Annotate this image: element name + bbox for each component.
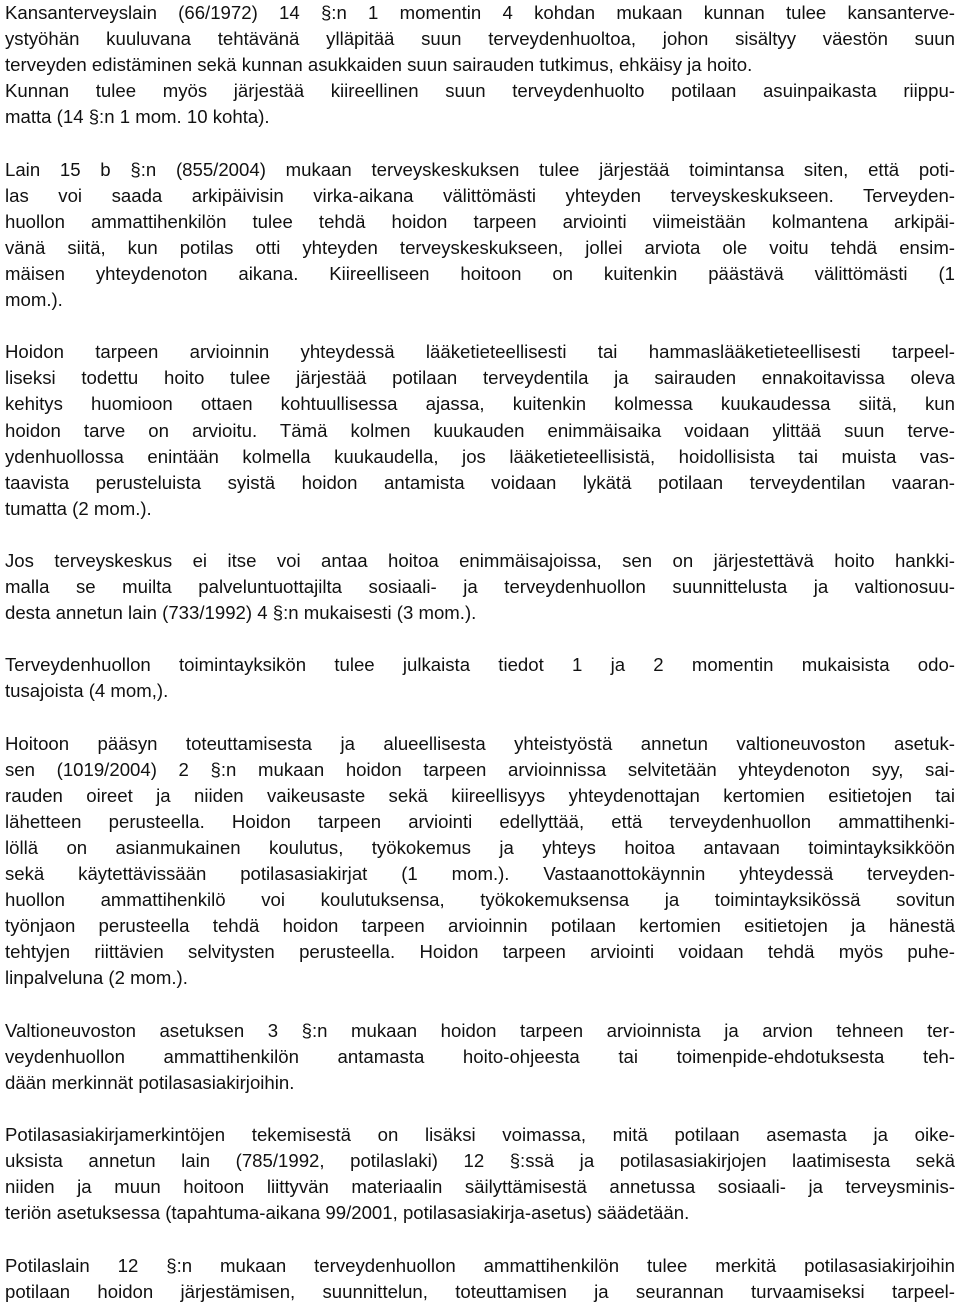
text-line: liseksi todettu hoito tulee järjestää potilaan terveydentila ja sairauden ennakoitavissa oleva xyxy=(5,367,955,389)
text-line: huollon ammattihenkilö voi koulutuksensa, työkokemuksensa ja toimintayksikössä sovitun xyxy=(5,889,955,911)
text-line: las voi saada arkipäivisin virka-aikana välittömästi yhteyden terveyskeskukseen. Terveyden- xyxy=(5,184,955,206)
text-line: Hoitoon pääsyn toteuttamisesta ja alueellisesta yhteistyöstä annetun valtioneuvoston asetuk- xyxy=(5,732,955,754)
text-line: mom.). xyxy=(5,289,63,311)
text-line: Potilasasiakirjamerkintöjen tekemisestä on lisäksi voimassa, mitä potilaan asemasta ja oike- xyxy=(5,1124,955,1146)
paragraph-spacer xyxy=(5,626,955,652)
text-line: niiden ja muun hoitoon liittyvän materiaalin säilyttämisestä annetussa sosiaali- ja terveysminis- xyxy=(5,1176,955,1198)
text-line: sen (1019/2004) 2 §:n mukaan hoidon tarpeen arvioinnissa selvitetään yhteydenoton syy, sai- xyxy=(5,758,955,780)
body-paragraph xyxy=(5,731,955,992)
text-line: tehtyjen riittävien selvitysten perusteella. Hoidon tarpeen arviointi voidaan tehdä myös puhe- xyxy=(5,941,955,963)
text-line: Kunnan tulee myös järjestää kiireellinen suun terveydenhuolto potilaan asuinpaikasta riippu- xyxy=(5,80,955,102)
body-paragraph xyxy=(5,548,955,626)
text-line: Hoidon tarpeen arvioinnin yhteydessä lääketieteellisesti tai hammaslääketieteellisesti tarpeel- xyxy=(5,341,955,363)
text-line: mäisen yhteydenoton aikana. Kiireelliseen hoitoon on kuitenkin päästävä välittömästi (1 xyxy=(5,262,955,284)
text-line: veydenhuollon ammattihenkilön antamasta hoito-ohjeesta tai toimenpide-ehdotuksesta teh- xyxy=(5,1045,955,1067)
paragraph-spacer xyxy=(5,705,955,731)
body-paragraph xyxy=(5,1018,955,1096)
text-line: linpalveluna (2 mom.). xyxy=(5,967,188,989)
text-line: rauden oireet ja niiden vaikeusaste sekä kiireellisyys yhteydenottajan kertomien esitietojen tai xyxy=(5,784,955,806)
paragraph-spacer xyxy=(5,1226,955,1252)
text-line: malla se muilta palveluntuottajilta sosiaali- ja terveydenhuollon suunnittelusta ja valtionosuu- xyxy=(5,576,955,598)
text-line: Kansanterveyslain (66/1972) 14 §:n 1 momentin 4 kohdan mukaan kunnan tulee kansanterve- xyxy=(5,2,955,23)
text-line: Lain 15 b §:n (855/2004) mukaan terveyskeskuksen tulee järjestää toimintansa siten, että poti- xyxy=(5,158,955,180)
text-line: Valtioneuvoston asetuksen 3 §:n mukaan hoidon tarpeen arvioinnista ja arvion tehneen ter- xyxy=(5,1019,955,1041)
text-line: hoidon tarve on arvioitu. Tämä kolmen kuukauden enimmäisaika voidaan ylittää suun terve- xyxy=(5,419,955,441)
document-page xyxy=(5,0,955,1305)
text-line: tumatta (2 mom.). xyxy=(5,497,152,519)
paragraph-spacer xyxy=(5,130,955,156)
text-line: taavista perusteluista syistä hoidon antamista voidaan lykätä potilaan terveydentilan vaaran- xyxy=(5,471,955,493)
text-line: vänä siitä, kun potilas otti yhteyden terveyskeskukseen, jollei arviota ole voitu tehdä ensim- xyxy=(5,236,955,258)
text-line: ystyöhän kuuluvana tehtävänä ylläpitää suun terveydenhuoltoa, johon sisältyy väestön suun xyxy=(5,28,955,50)
text-line: Jos terveyskeskus ei itse voi antaa hoitoa enimmäisajoissa, sen on järjestettävä hoito hankki- xyxy=(5,549,955,571)
text-line: lähetteen perusteella. Hoidon tarpeen arviointi edellyttää, että terveydenhuollon ammattihenki- xyxy=(5,810,955,832)
text-line: terveyden edistäminen sekä kunnan asukkaiden suun sairauden tutkimus, ehkäisy ja hoito. xyxy=(5,54,753,76)
text-line: teriön asetuksessa (tapahtuma-aikana 99/2001, potilasasiakirja-asetus) säädetään. xyxy=(5,1202,690,1224)
text-line: Terveydenhuollon toimintayksikön tulee julkaista tiedot 1 ja 2 momentin mukaisista odo- xyxy=(5,654,955,676)
body-paragraph xyxy=(5,652,955,704)
text-line: kehitys huomioon ottaen kohtuullisessa ajassa, kuitenkin kolmessa kuukaudessa siitä, kun xyxy=(5,393,955,415)
text-line: huollon ammattihenkilön tulee tehdä hoidon tarpeen arviointi viimeistään kolmantena arkipäi- xyxy=(5,210,955,232)
paragraph-spacer xyxy=(5,313,955,339)
text-line: Potilaslain 12 §:n mukaan terveydenhuollon ammattihenkilön tulee merkitä potilasasiakirjoihin xyxy=(5,1254,955,1276)
paragraph-spacer xyxy=(5,992,955,1018)
text-line: sekä käytettävissään potilasasiakirjat (1 mom.). Vastaanottokäynnin yhteydessä terveyden- xyxy=(5,863,955,885)
text-line: tusajoista (4 mom,). xyxy=(5,680,169,702)
paragraph-spacer xyxy=(5,1096,955,1122)
text-line: desta annetun lain (733/1992) 4 §:n mukaisesti (3 mom.). xyxy=(5,602,477,624)
paragraph-spacer xyxy=(5,522,955,548)
text-line: ydenhuollossa enintään kolmella kuukaudella, jos lääketieteellisistä, hoidollisista tai muista vas- xyxy=(5,445,955,467)
text-line: uksista annetun lain (785/1992, potilaslaki) 12 §:ssä ja potilasasiakirjojen laatimisesta sekä xyxy=(5,1150,955,1172)
body-paragraph xyxy=(5,1122,955,1226)
text-line: potilaan hoidon järjestämisen, suunnittelun, toteuttamisen ja seurannan turvaamiseksi tarpeel- xyxy=(5,1280,955,1302)
body-paragraph xyxy=(5,339,955,522)
text-line: löllä on asianmukainen koulutus, työkokemus ja yhteys hoitoa antavaan toimintayksikköön xyxy=(5,837,955,858)
text-line: matta (14 §:n 1 mom. 10 kohta). xyxy=(5,106,270,128)
body-paragraph xyxy=(5,157,955,314)
body-paragraph xyxy=(5,0,955,130)
body-paragraph xyxy=(5,1253,955,1305)
text-line: dään merkinnät potilasasiakirjoihin. xyxy=(5,1071,295,1093)
text-line: työnjaon perusteella tehdä hoidon tarpeen arvioinnin potilaan kertomien esitietojen ja hänestä xyxy=(5,915,955,937)
